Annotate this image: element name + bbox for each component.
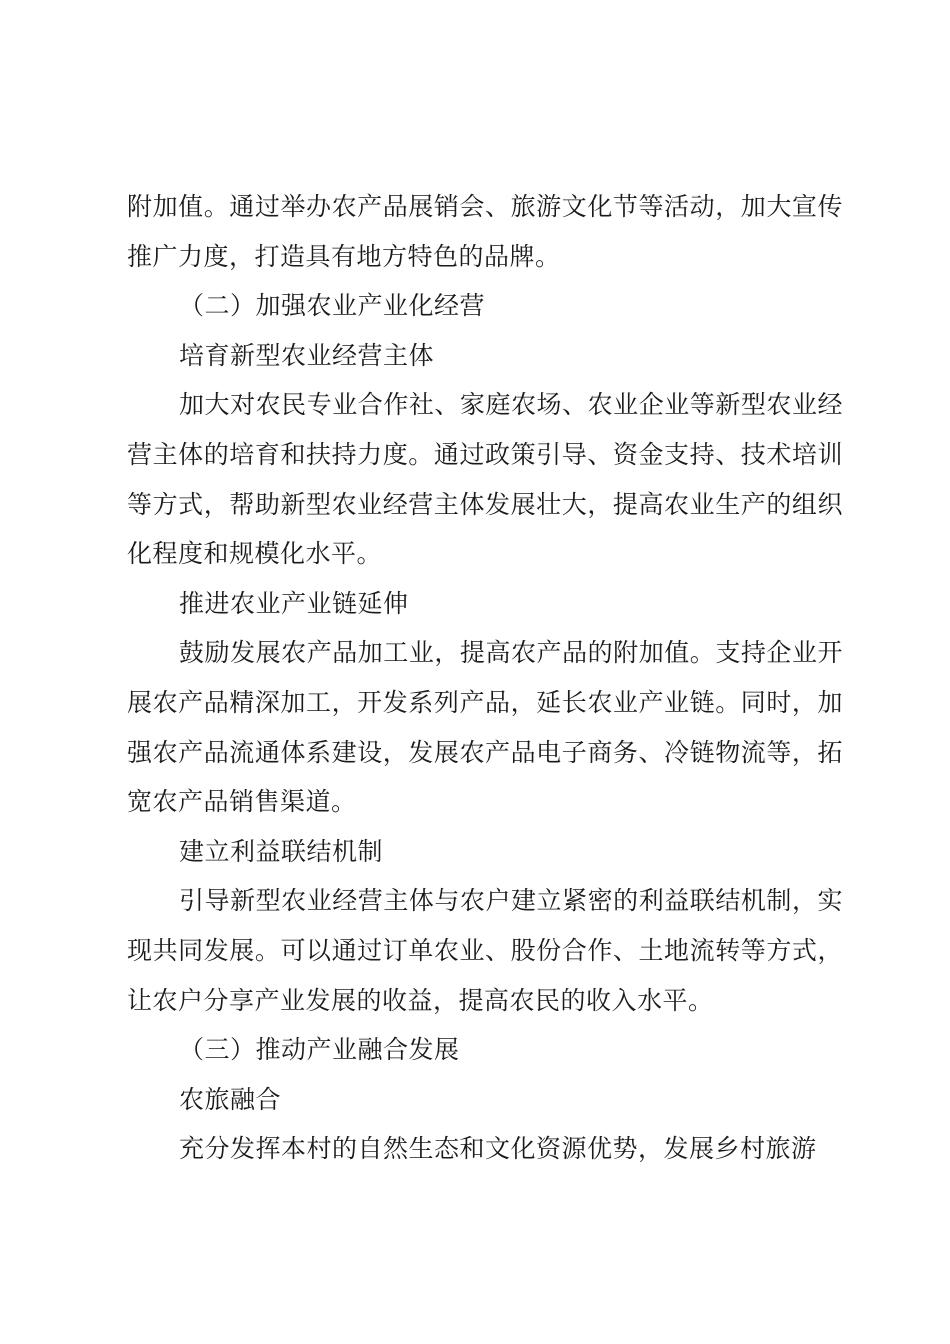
subheading-benefit-mechanism: 建立利益联结机制	[179, 836, 384, 866]
paragraph-continuation: 附加值。通过举办农产品展销会、旅游文化节等活动，加大宣传推广力度，打造具有地方特色的品牌。	[127, 192, 843, 271]
subheading-new-agri-entities: 培育新型农业经营主体	[179, 340, 435, 370]
paragraph-agri-tourism: 充分发挥本村的自然生态和文化资源优势，发展乡村旅游	[179, 1134, 817, 1164]
section-heading-3: （三）推动产业融合发展	[179, 1035, 460, 1065]
subheading-agri-tourism: 农旅融合	[179, 1084, 282, 1114]
section-heading-2: （二）加强农业产业化经营	[179, 291, 486, 321]
document-body	[127, 182, 843, 1174]
subheading-industry-chain: 推进农业产业链延伸	[179, 588, 409, 618]
paragraph-industry-chain: 鼓励发展农产品加工业，提高农产品的附加值。支持企业开展农产品精深加工，开发系列产品，延长农业产业链。同时，加强农产品流通体系建设，发展农产品电子商务、冷链物流等，拓宽农产品销售渠道。	[127, 638, 843, 817]
paragraph-benefit-mechanism: 引导新型农业经营主体与农户建立紧密的利益联结机制，实现共同发展。可以通过订单农业、股份合作、土地流转等方式，让农户分享产业发展的收益，提高农民的收入水平。	[127, 886, 843, 1015]
paragraph-new-agri-entities: 加大对农民专业合作社、家庭农场、农业企业等新型农业经营主体的培育和扶持力度。通过政策引导、资金支持、技术培训等方式，帮助新型农业经营主体发展壮大，提高农业生产的组织化程度和规模化水平。	[127, 390, 843, 569]
